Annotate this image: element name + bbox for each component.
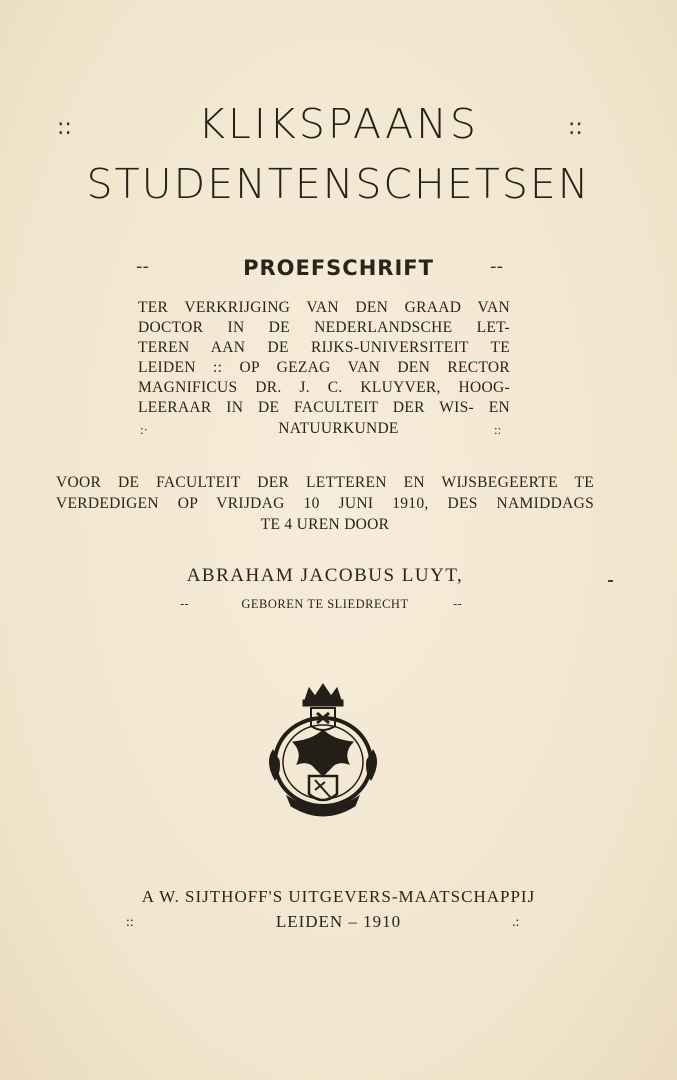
title-line-1: KLIKSPAANS <box>198 100 479 148</box>
ornament-right-city: .: <box>512 915 520 930</box>
degree-last-line: NATUURKUNDE <box>278 420 399 437</box>
publisher-seal-emblem <box>263 680 383 818</box>
publisher-name: A W. SIJTHOFF'S UITGEVERS-MAATSCHAPPIJ <box>141 887 536 906</box>
degree-line: TEREN AAN DE RIJKS-UNIVERSITEIT TE <box>138 339 510 356</box>
title-line-2: STUDENTENSCHETSEN <box>86 160 591 208</box>
degree-line: DOCTOR IN DE NEDERLANDSCHE LET- <box>138 319 510 336</box>
defense-last-line: TE 4 UREN DOOR <box>260 516 390 533</box>
degree-line: LEERAAR IN DE FACULTEIT DER WIS- EN <box>138 399 510 416</box>
ornament-left-born: -- <box>180 597 189 611</box>
author-name: ABRAHAM JACOBUS LUYT, <box>186 565 464 586</box>
ornament-left-degree: :· <box>140 422 148 437</box>
defense-line: VERDEDIGEN OP VRIJDAG 10 JUNI 1910, DES NAMIDDAGS <box>56 495 594 512</box>
degree-line: LEIDEN :: OP GEZAG VAN DEN RECTOR <box>138 359 510 376</box>
ornament-right-subtitle: -- <box>490 256 503 277</box>
ornament-left-title: :: <box>57 115 72 140</box>
ornament-right-degree: :: <box>494 422 502 437</box>
birthplace: GEBOREN TE SLIEDRECHT <box>241 597 409 611</box>
place-year: LEIDEN – 1910 <box>275 912 402 931</box>
ornament-right-title: :: <box>568 115 583 140</box>
subtitle: PROEFSCHRIFT <box>243 256 434 280</box>
ink-speck <box>608 580 613 582</box>
ornament-left-subtitle: -- <box>136 256 149 277</box>
degree-line: MAGNIFICUS DR. J. C. KLUYVER, HOOG- <box>138 379 510 396</box>
ornament-left-city: :: <box>126 915 134 930</box>
ornament-right-born: -- <box>453 597 462 611</box>
degree-line: TER VERKRIJGING VAN DEN GRAAD VAN <box>138 299 510 316</box>
defense-line: VOOR DE FACULTEIT DER LETTEREN EN WIJSBEGEERTE TE <box>56 474 594 491</box>
